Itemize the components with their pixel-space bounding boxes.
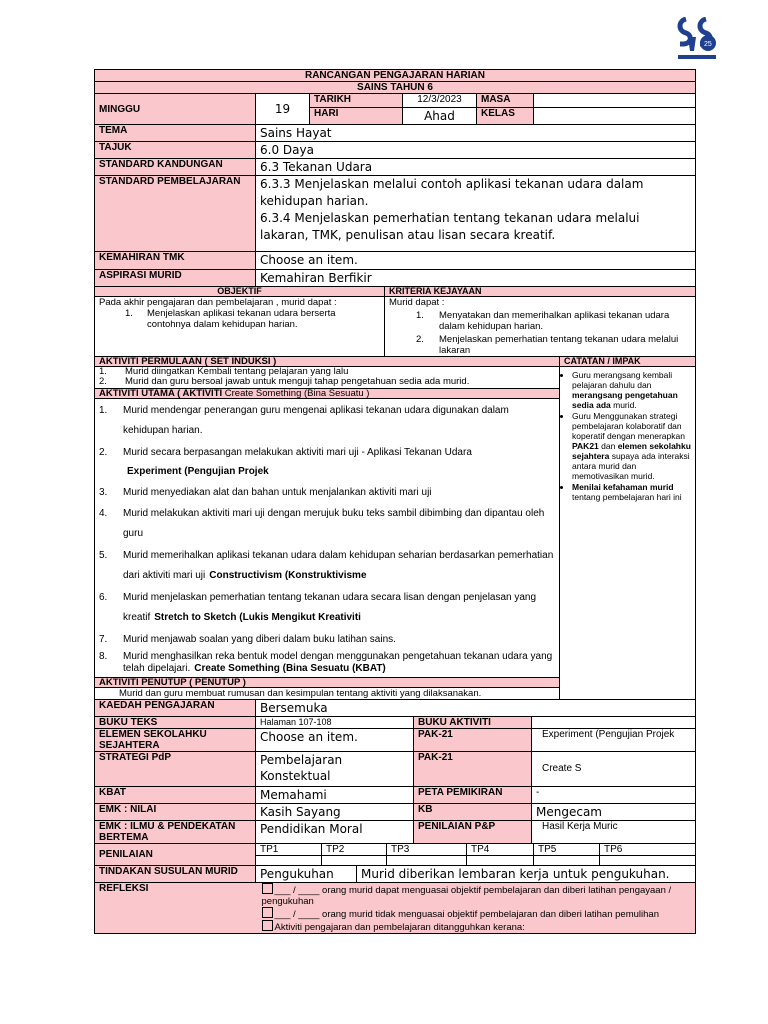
pak21-value-2: Create S — [532, 752, 696, 787]
catatan-label: CATATAN / IMPAK — [560, 357, 695, 367]
tp4-cell[interactable] — [467, 856, 534, 866]
refleksi-text-3: Aktiviti pengajaran dan pembelajaran ditangguhkan kerana: — [274, 922, 525, 933]
school-logo — [676, 17, 718, 61]
svg-text:25: 25 — [704, 41, 712, 48]
masa-label: MASA — [477, 94, 534, 108]
utama-label-tag: Create Something (Bina Sesuatu ) — [224, 388, 370, 399]
kriteria-label: KRITERIA KEJAYAAN — [385, 287, 696, 297]
bukuaktiviti-value — [532, 717, 696, 729]
kbat-label: KBAT — [95, 787, 256, 804]
catatan-item: • Guru merangsang kembali pelajaran dahulu dan merangsang pengetahuan sedia ada murid. — [572, 370, 695, 410]
susulan-label: TINDAKAN SUSULAN MURID — [95, 866, 256, 883]
tp1-header: TP1 — [256, 844, 322, 856]
kelas-label: KELAS — [477, 108, 534, 125]
kelas-value — [534, 108, 696, 125]
kbat-value: Memahami — [256, 787, 414, 804]
kriteria-item: Menyatakan dan memerihalkan aplikasi tekanan udara dalam kehidupan harian. — [439, 310, 670, 332]
kaedah-value: Bersemuka — [256, 700, 696, 717]
kb-label: KB — [414, 804, 532, 821]
utama-item-5: Murid memerihalkan aplikasi tekanan udara dalam kehidupan seharian berdasarkan pemerhatian dari aktiviti mari uji — [123, 550, 554, 581]
bukuteks-value: Halaman 107-108 — [256, 717, 414, 729]
kb-value: Mengecam — [532, 804, 696, 821]
ilmu-value: Pendidikan Moral — [256, 821, 414, 844]
utama-item-8: Murid menghasilkan reka bentuk model dengan menggunakan pengetahuan tekanan udara yang telah dipelajari. — [123, 651, 553, 674]
refleksi-checkbox-1[interactable] — [262, 883, 273, 894]
tp2-header: TP2 — [322, 844, 387, 856]
pak21-label-1: PAK-21 — [414, 729, 532, 752]
refleksi-table — [94, 865, 696, 934]
strategi-value: Pembelajaran Konstektual — [256, 752, 414, 787]
kaedah-label: KAEDAH PENGAJARAN — [95, 700, 256, 717]
tp3-cell[interactable] — [387, 856, 467, 866]
utama-label: AKTIVITI UTAMA ( AKTIVITI — [99, 388, 225, 399]
sp-item-1: 6.3.3 Menjelaskan melalui contoh aplikasi tekanan udara dalam kehidupan harian. — [260, 177, 644, 208]
refleksi-checkbox-2[interactable] — [262, 907, 273, 918]
tarikh-label: TARIKH — [310, 94, 403, 108]
hari-label: HARI — [310, 108, 403, 125]
utama-item-3: Murid menyediakan alat dan bahan untuk menjalankan aktiviti mari uji — [123, 487, 432, 498]
utama-tag-8: Create Something (Bina Sesuatu (KBAT) — [194, 663, 386, 674]
aspirasi-label: ASPIRASI MURID — [95, 270, 256, 287]
bottom-table — [94, 699, 696, 844]
utama-item-7: Murid menjawab soalan yang diberi dalam buku latihan sains. — [123, 634, 396, 645]
utama-item-2: Murid secara berpasangan melakukan aktiviti mari uji - Aplikasi Tekanan Udara — [123, 447, 472, 458]
masa-value — [534, 94, 696, 108]
objektif-label: OBJEKTIF — [95, 287, 385, 297]
ilmu-label: EMK : ILMU & PENDEKATAN BERTEMA — [95, 821, 256, 844]
catatan-item: • Menilai kefahaman murid tentang pembelajaran hari ini — [572, 482, 695, 502]
tp5-cell[interactable] — [534, 856, 600, 866]
hari-value: Ahad — [403, 108, 477, 125]
penilaianpp-label: PENILAIAN P&P — [414, 821, 532, 844]
tmk-dropdown[interactable]: Choose an item. — [256, 252, 696, 270]
tp2-cell[interactable] — [322, 856, 387, 866]
penutup-text: Murid dan guru membuat rumusan dan kesimpulan tentang aktiviti yang dilaksanakan. — [95, 688, 560, 700]
sp-item-2: 6.3.4 Menjelaskan pemerhatian tentang tekanan udara melalui lakaran, TMK, penulisan atau lisan secara kreatif. — [260, 211, 640, 242]
utama-tag-2: Experiment (Pengujian Projek — [127, 466, 269, 477]
catatan-item: • Guru Menggunakan strategi pembelajaran kolaboratif dan koperatif dengan menerapkan PAK21 dan elemen sekolahku sejahtera supaya ada interaksi antara murid dan memotivasikan murid. — [572, 411, 695, 481]
kriteria-item: Menjelaskan pemerhatian tentang tekanan udara melalui lakaran — [439, 334, 679, 356]
sp-label: STANDARD PEMBELAJARAN — [95, 176, 256, 252]
penutup-label: AKTIVITI PENUTUP ( PENUTUP ) — [95, 678, 560, 688]
permulaan-item: Murid dan guru bersoal jawab untuk menguji tahap pengetahuan sedia ada murid. — [125, 376, 470, 387]
catatan-list — [560, 367, 695, 502]
tema-label: TEMA — [95, 125, 256, 142]
aspirasi-value: Kemahiran Berfikir — [256, 270, 696, 287]
elemen-dropdown[interactable]: Choose an item. — [256, 729, 414, 752]
kriteria-intro: Murid dapat : — [389, 297, 445, 308]
utama-item-6: Murid menjelaskan pemerhatian tentang tekanan udara secara lisan dengan penjelasan yang kreatif — [123, 592, 537, 623]
info-table — [94, 124, 696, 287]
strategi-label: STRATEGI PdP — [95, 752, 256, 787]
header-table — [94, 69, 696, 125]
tp6-cell[interactable] — [600, 856, 696, 866]
lesson-plan-sheet — [94, 69, 696, 934]
tajuk-value: 6.0 Daya — [256, 142, 696, 159]
objektif-intro: Pada akhir pengajaran dan pembelajaran , murid dapat : — [99, 297, 337, 308]
tema-value: Sains Hayat — [256, 125, 696, 142]
utama-tag-6: Stretch to Sketch (Lukis Mengikut Kreativiti — [154, 612, 361, 623]
tp6-header: TP6 — [600, 844, 696, 856]
refleksi-text-1: ___ / ____ orang murid dapat menguasai objektif pembelajaran dan diberi latihan pengayaan / pengukuhan — [261, 885, 672, 907]
penilaianpp-value: Hasil Kerja Muric — [532, 821, 696, 844]
utama-tag-5: Constructivism (Konstruktivisme — [209, 570, 367, 581]
aktiviti-table: AKTIVITI PERMULAAN ( SET INDUKSI ) CATATAN / IMPAK • Guru merangsang kembali pelajaran dahulu dan merangsang pengetahuan sedia ada murid. • Guru Menggunakan strategi pembelajaran kolaboratif dan koperatif dengan menerapkan PAK21 dan elemen sekolahku sejahtera supaya ada interaksi antara murid dan memotivasikan murid. • Menilai kefahaman murid tentang pembelajaran hari ini 1. Murid diingatkan Kembali tentang pelajaran yang lalu 2. Murid dan guru bersoal jawab untuk menguji tahap pengetahuan sedia ada murid. AKTIVITI UTAMA ( AKTIVITI Create Something (Bina Sesuatu ) 1. Murid mendengar penerangan guru mengenai aplikasi tekanan udara digunakan dalam kehidupan harian. 2. Murid secara berpasangan melakukan aktiviti mari uji - Aplikasi Tekanan Udara Experiment (Pengujian Projek 3. Murid menyediakan alat dan bahan untuk menjalankan aktiviti mari uji 4. Murid melakukan aktiviti mari uji dengan merujuk buku teks sambil dibimbing dan dipantau oleh guru 5. Murid memerihalkan aplikasi tekanan udara dalam kehidupan seharian berdasarkan pemerhatian dari aktiviti mari uji Constructivism (Konstruktivisme 6. Murid menjelaskan pemerhatian tentang tekanan udara secara lisan dengan penjelasan yang kreatif Stretch to Sketch (Lukis Mengikut Kreativiti 7. Murid menjawab soalan yang diberi dalam buku latihan sains. 8. Murid menghasilkan reka bentuk model dengan menggunakan pengetahuan tekanan udara yang telah dipelajari. Create Something (Bina Sesuatu (KBAT) AKTIVITI PENUTUP ( PENUTUP ) Murid dan guru membuat rumusan dan kesimpulan tentang aktiviti yang dilaksanakan. — [94, 356, 696, 700]
elemen-label: ELEMEN SEKOLAHKU SEJAHTERA — [95, 729, 256, 752]
tmk-label: KEMAHIRAN TMK — [95, 252, 256, 270]
refleksi-checkbox-3[interactable] — [262, 920, 273, 931]
tp4-header: TP4 — [467, 844, 534, 856]
objektif-table: OBJEKTIF KRITERIA KEJAYAAN Pada akhir pengajaran dan pembelajaran , murid dapat : 1. Menjelaskan aplikasi tekanan udara berserta contohnya dalam kehidupan harian. Murid dapat : 1. Menyatakan dan memerihalkan aplikasi tekanan udara dalam kehidupan harian. 2. Menjelaskan pemerhatian tentang tekanan udara melalui lakaran — [94, 286, 696, 357]
penilaian-label: PENILAIAN — [95, 844, 256, 866]
permulaan-item: Murid diingatkan Kembali tentang pelajaran yang lalu — [125, 366, 349, 377]
sk-value: 6.3 Tekanan Udara — [256, 159, 696, 176]
tp1-cell[interactable] — [256, 856, 322, 866]
objektif-item: Menjelaskan aplikasi tekanan udara berserta contohnya dalam kehidupan harian. — [147, 308, 336, 330]
tarikh-value: 12/3/2023 — [403, 94, 477, 108]
nilai-value: Kasih Sayang — [256, 804, 414, 821]
pak21-value-1: Experiment (Pengujian Projek — [532, 729, 696, 752]
utama-item-4: Murid melakukan aktiviti mari uji dengan merujuk buku teks sambil dibimbing dan dipantau oleh guru — [123, 508, 545, 539]
page-title: RANCANGAN PENGAJARAN HARIAN — [95, 70, 696, 82]
peta-value: - — [532, 787, 696, 804]
bukuteks-label: BUKU TEKS — [95, 717, 256, 729]
susulan-dropdown[interactable]: Pengukuhan — [256, 866, 357, 883]
tp3-header: TP3 — [387, 844, 467, 856]
peta-label: PETA PEMIKIRAN — [414, 787, 532, 804]
minggu-value: 19 — [256, 94, 310, 125]
penilaian-table — [94, 843, 696, 866]
pak21-label-2: PAK-21 — [414, 752, 532, 787]
page-subtitle: SAINS TAHUN 6 — [95, 82, 696, 94]
tajuk-label: TAJUK — [95, 142, 256, 159]
bukuaktiviti-label: BUKU AKTIVITI — [414, 717, 532, 729]
refleksi-label: REFLEKSI — [95, 883, 256, 934]
utama-list: 1. Murid mendengar penerangan guru mengenai aplikasi tekanan udara digunakan dalam kehidupan harian. 2. Murid secara berpasangan melakukan aktiviti mari uji - Aplikasi Tekanan Udara Experiment (Pengujian Projek 3. Murid menyediakan alat dan bahan untuk menjalankan aktiviti mari uji 4. Murid melakukan aktiviti mari uji dengan merujuk buku teks sambil dibimbing dan dipantau oleh guru 5. Murid memerihalkan aplikasi tekanan udara dalam kehidupan seharian berdasarkan pemerhatian dari aktiviti mari uji Constructivism (Konstruktivisme 6. Murid menjelaskan pemerhatian tentang tekanan udara secara lisan dengan penjelasan yang kreatif Stretch to Sketch (Lukis Mengikut Kreativiti 7. Murid menjawab soalan yang diberi dalam buku latihan sains. 8. Murid menghasilkan reka bentuk model dengan menggunakan pengetahuan tekanan udara yang telah dipelajari. Create Something (Bina Sesuatu (KBAT) — [95, 399, 560, 678]
sk-label: STANDARD KANDUNGAN — [95, 159, 256, 176]
permulaan-label: AKTIVITI PERMULAAN ( SET INDUKSI ) — [95, 357, 560, 367]
tp5-header: TP5 — [534, 844, 600, 856]
refleksi-text-2: ___ / ____ orang murid tidak menguasai objektif pembelajaran dan diberi latihan pemulihan — [274, 909, 659, 920]
utama-item-1: Murid mendengar penerangan guru mengenai aplikasi tekanan udara digunakan dalam kehidupan harian. — [123, 405, 509, 436]
nilai-label: EMK : NILAI — [95, 804, 256, 821]
minggu-label: MINGGU — [95, 94, 256, 125]
susulan-value: Murid diberikan lembaran kerja untuk pengukuhan. — [357, 866, 696, 883]
